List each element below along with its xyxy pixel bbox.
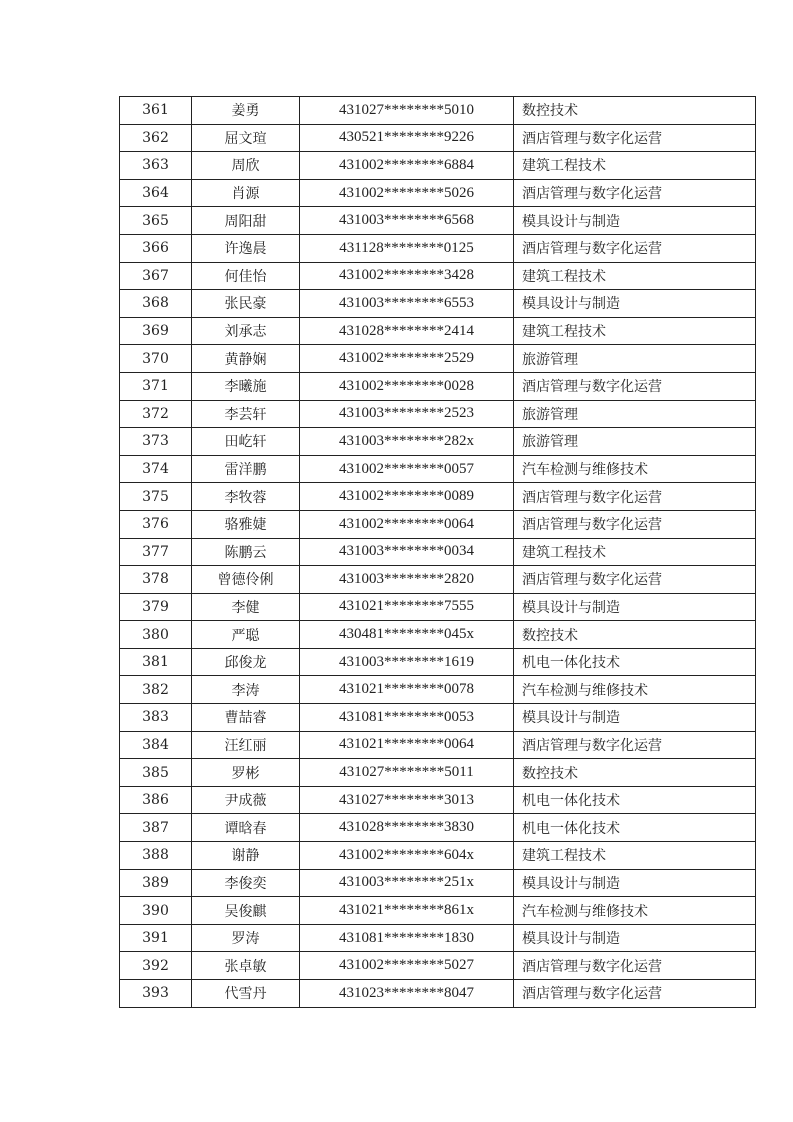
- row-number-cell: 370: [120, 345, 192, 373]
- major-cell: 模具设计与制造: [514, 704, 756, 732]
- table-row: [120, 234, 756, 262]
- table-row: [120, 980, 756, 1008]
- table-row: [120, 731, 756, 759]
- table-row: [120, 428, 756, 456]
- major-cell: 模具设计与制造: [514, 924, 756, 952]
- row-number-cell: 366: [120, 234, 192, 262]
- major-cell: 数控技术: [514, 759, 756, 787]
- id-number-cell: 431028********3830: [300, 814, 514, 842]
- major-cell: 旅游管理: [514, 345, 756, 373]
- row-number-cell: 373: [120, 428, 192, 456]
- row-number-cell: 383: [120, 704, 192, 732]
- major-cell: 建筑工程技术: [514, 262, 756, 290]
- row-number-cell: 365: [120, 207, 192, 235]
- id-number-cell: 431002********6884: [300, 152, 514, 180]
- student-name-cell: 汪红丽: [192, 731, 300, 759]
- id-number-cell: 431002********0089: [300, 483, 514, 511]
- major-cell: 机电一体化技术: [514, 648, 756, 676]
- row-number-cell: 392: [120, 952, 192, 980]
- id-number-cell: 431002********0064: [300, 510, 514, 538]
- student-table: [119, 96, 756, 1008]
- major-cell: 建筑工程技术: [514, 842, 756, 870]
- id-number-cell: 431128********0125: [300, 234, 514, 262]
- table-row: [120, 814, 756, 842]
- table-row: [120, 593, 756, 621]
- student-name-cell: 许逸晨: [192, 234, 300, 262]
- student-name-cell: 张卓敏: [192, 952, 300, 980]
- table-row: [120, 179, 756, 207]
- row-number-cell: 375: [120, 483, 192, 511]
- major-cell: 酒店管理与数字化运营: [514, 952, 756, 980]
- major-cell: 汽车检测与维修技术: [514, 455, 756, 483]
- id-number-cell: 431021********861x: [300, 897, 514, 925]
- row-number-cell: 364: [120, 179, 192, 207]
- student-name-cell: 何佳怡: [192, 262, 300, 290]
- row-number-cell: 361: [120, 97, 192, 125]
- row-number-cell: 376: [120, 510, 192, 538]
- major-cell: 数控技术: [514, 621, 756, 649]
- student-name-cell: 吴俊麒: [192, 897, 300, 925]
- id-number-cell: 431027********5010: [300, 97, 514, 125]
- major-cell: 汽车检测与维修技术: [514, 676, 756, 704]
- table-row: [120, 759, 756, 787]
- table-row: [120, 621, 756, 649]
- id-number-cell: 431002********0057: [300, 455, 514, 483]
- major-cell: 数控技术: [514, 97, 756, 125]
- table-row: [120, 538, 756, 566]
- student-name-cell: 黄静娴: [192, 345, 300, 373]
- student-name-cell: 田屹轩: [192, 428, 300, 456]
- major-cell: 旅游管理: [514, 428, 756, 456]
- student-name-cell: 张民豪: [192, 290, 300, 318]
- id-number-cell: 431003********0034: [300, 538, 514, 566]
- major-cell: 酒店管理与数字化运营: [514, 234, 756, 262]
- table-row: [120, 897, 756, 925]
- major-cell: 模具设计与制造: [514, 290, 756, 318]
- student-name-cell: 罗彬: [192, 759, 300, 787]
- id-number-cell: 431002********5026: [300, 179, 514, 207]
- id-number-cell: 431003********6553: [300, 290, 514, 318]
- row-number-cell: 386: [120, 786, 192, 814]
- major-cell: 酒店管理与数字化运营: [514, 124, 756, 152]
- id-number-cell: 431003********6568: [300, 207, 514, 235]
- table-row: [120, 869, 756, 897]
- major-cell: 酒店管理与数字化运营: [514, 731, 756, 759]
- table-row: [120, 566, 756, 594]
- major-cell: 酒店管理与数字化运营: [514, 483, 756, 511]
- table-row: [120, 262, 756, 290]
- student-name-cell: 陈鹏云: [192, 538, 300, 566]
- row-number-cell: 393: [120, 980, 192, 1008]
- student-name-cell: 谢静: [192, 842, 300, 870]
- table-row: [120, 345, 756, 373]
- student-name-cell: 周欣: [192, 152, 300, 180]
- row-number-cell: 377: [120, 538, 192, 566]
- table-row: [120, 704, 756, 732]
- id-number-cell: 430481********045x: [300, 621, 514, 649]
- table-row: [120, 124, 756, 152]
- row-number-cell: 389: [120, 869, 192, 897]
- student-name-cell: 姜勇: [192, 97, 300, 125]
- table-row: [120, 400, 756, 428]
- id-number-cell: 431023********8047: [300, 980, 514, 1008]
- id-number-cell: 431081********0053: [300, 704, 514, 732]
- row-number-cell: 367: [120, 262, 192, 290]
- table-row: [120, 97, 756, 125]
- table-row: [120, 952, 756, 980]
- table-row: [120, 317, 756, 345]
- student-name-cell: 罗涛: [192, 924, 300, 952]
- id-number-cell: 431003********1619: [300, 648, 514, 676]
- table-row: [120, 842, 756, 870]
- id-number-cell: 431002********0028: [300, 372, 514, 400]
- major-cell: 模具设计与制造: [514, 593, 756, 621]
- student-name-cell: 李牧蓉: [192, 483, 300, 511]
- student-name-cell: 骆雅婕: [192, 510, 300, 538]
- major-cell: 旅游管理: [514, 400, 756, 428]
- student-name-cell: 谭晗春: [192, 814, 300, 842]
- student-name-cell: 李健: [192, 593, 300, 621]
- table-row: [120, 372, 756, 400]
- row-number-cell: 372: [120, 400, 192, 428]
- table-row: [120, 924, 756, 952]
- id-number-cell: 431003********2820: [300, 566, 514, 594]
- row-number-cell: 390: [120, 897, 192, 925]
- student-name-cell: 雷洋鹏: [192, 455, 300, 483]
- table-row: [120, 152, 756, 180]
- student-name-cell: 代雪丹: [192, 980, 300, 1008]
- major-cell: 机电一体化技术: [514, 786, 756, 814]
- major-cell: 酒店管理与数字化运营: [514, 510, 756, 538]
- table-row: [120, 455, 756, 483]
- id-number-cell: 431003********2523: [300, 400, 514, 428]
- row-number-cell: 387: [120, 814, 192, 842]
- id-number-cell: 431027********3013: [300, 786, 514, 814]
- student-name-cell: 刘承志: [192, 317, 300, 345]
- major-cell: 建筑工程技术: [514, 538, 756, 566]
- table-row: [120, 786, 756, 814]
- student-name-cell: 曾德伶俐: [192, 566, 300, 594]
- student-name-cell: 严聪: [192, 621, 300, 649]
- student-name-cell: 尹成薇: [192, 786, 300, 814]
- id-number-cell: 431003********251x: [300, 869, 514, 897]
- table-body: [120, 97, 756, 1008]
- student-name-cell: 周阳甜: [192, 207, 300, 235]
- major-cell: 模具设计与制造: [514, 207, 756, 235]
- table-row: [120, 648, 756, 676]
- row-number-cell: 379: [120, 593, 192, 621]
- table-row: [120, 207, 756, 235]
- id-number-cell: 431002********3428: [300, 262, 514, 290]
- id-number-cell: 431081********1830: [300, 924, 514, 952]
- student-name-cell: 邱俊龙: [192, 648, 300, 676]
- row-number-cell: 371: [120, 372, 192, 400]
- table-row: [120, 483, 756, 511]
- table-row: [120, 676, 756, 704]
- major-cell: 酒店管理与数字化运营: [514, 372, 756, 400]
- row-number-cell: 384: [120, 731, 192, 759]
- id-number-cell: 431002********2529: [300, 345, 514, 373]
- row-number-cell: 369: [120, 317, 192, 345]
- major-cell: 汽车检测与维修技术: [514, 897, 756, 925]
- major-cell: 建筑工程技术: [514, 152, 756, 180]
- row-number-cell: 380: [120, 621, 192, 649]
- student-name-cell: 李曦施: [192, 372, 300, 400]
- major-cell: 模具设计与制造: [514, 869, 756, 897]
- major-cell: 酒店管理与数字化运营: [514, 566, 756, 594]
- row-number-cell: 374: [120, 455, 192, 483]
- id-number-cell: 430521********9226: [300, 124, 514, 152]
- row-number-cell: 391: [120, 924, 192, 952]
- major-cell: 酒店管理与数字化运营: [514, 980, 756, 1008]
- row-number-cell: 385: [120, 759, 192, 787]
- row-number-cell: 362: [120, 124, 192, 152]
- row-number-cell: 378: [120, 566, 192, 594]
- student-name-cell: 肖源: [192, 179, 300, 207]
- student-name-cell: 屈文瑄: [192, 124, 300, 152]
- major-cell: 建筑工程技术: [514, 317, 756, 345]
- student-name-cell: 李涛: [192, 676, 300, 704]
- major-cell: 酒店管理与数字化运营: [514, 179, 756, 207]
- id-number-cell: 431028********2414: [300, 317, 514, 345]
- row-number-cell: 363: [120, 152, 192, 180]
- student-name-cell: 曹喆睿: [192, 704, 300, 732]
- row-number-cell: 381: [120, 648, 192, 676]
- id-number-cell: 431003********282x: [300, 428, 514, 456]
- row-number-cell: 368: [120, 290, 192, 318]
- table-row: [120, 290, 756, 318]
- student-name-cell: 李俊奕: [192, 869, 300, 897]
- id-number-cell: 431021********0064: [300, 731, 514, 759]
- id-number-cell: 431021********0078: [300, 676, 514, 704]
- id-number-cell: 431002********604x: [300, 842, 514, 870]
- student-name-cell: 李芸轩: [192, 400, 300, 428]
- table-row: [120, 510, 756, 538]
- major-cell: 机电一体化技术: [514, 814, 756, 842]
- row-number-cell: 382: [120, 676, 192, 704]
- id-number-cell: 431021********7555: [300, 593, 514, 621]
- id-number-cell: 431002********5027: [300, 952, 514, 980]
- row-number-cell: 388: [120, 842, 192, 870]
- id-number-cell: 431027********5011: [300, 759, 514, 787]
